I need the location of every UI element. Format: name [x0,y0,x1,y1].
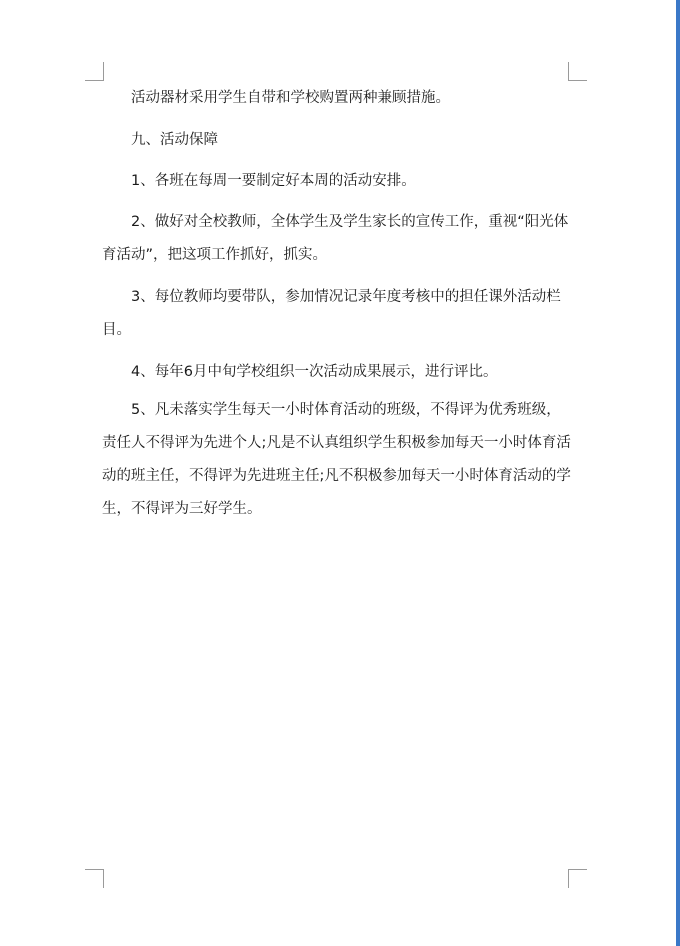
margin-corner-bottom-left [85,869,104,888]
paragraph-equipment: 活动器材采用学生自带和学校购置两种兼顾措施。 [131,90,450,106]
section-heading: 九、活动保障 [131,132,218,148]
paragraph-item-4: 4、每年6月中旬学校组织一次活动成果展示，进行评比。 [131,364,498,380]
paragraph-item-2: 2、做好对全校教师，全体学生及学生家长的宣传工作，重视“阳光体育活动”，把这项工作抓好，抓实。 [102,214,569,263]
paragraph-item-1: 1、各班在每周一要制定好本周的活动安排。 [131,173,416,189]
scroll-edge [676,0,680,946]
paragraph-item-3: 3、每位教师均要带队，参加情况记录年度考核中的担任课外活动栏目。 [102,289,561,338]
margin-corner-top-left [85,62,104,81]
paragraph-item-5: 5、凡未落实学生每天一小时体育活动的班级，不得评为优秀班级，责任人不得评为先进个人;凡是不认真组织学生积极参加每天一小时体育活动的班主任，不得评为先进班主任;凡不积极参加每天一小时体育活动的学生，不得评为三好学生。 [102,402,571,517]
margin-corner-top-right [568,62,587,81]
margin-corner-bottom-right [568,869,587,888]
